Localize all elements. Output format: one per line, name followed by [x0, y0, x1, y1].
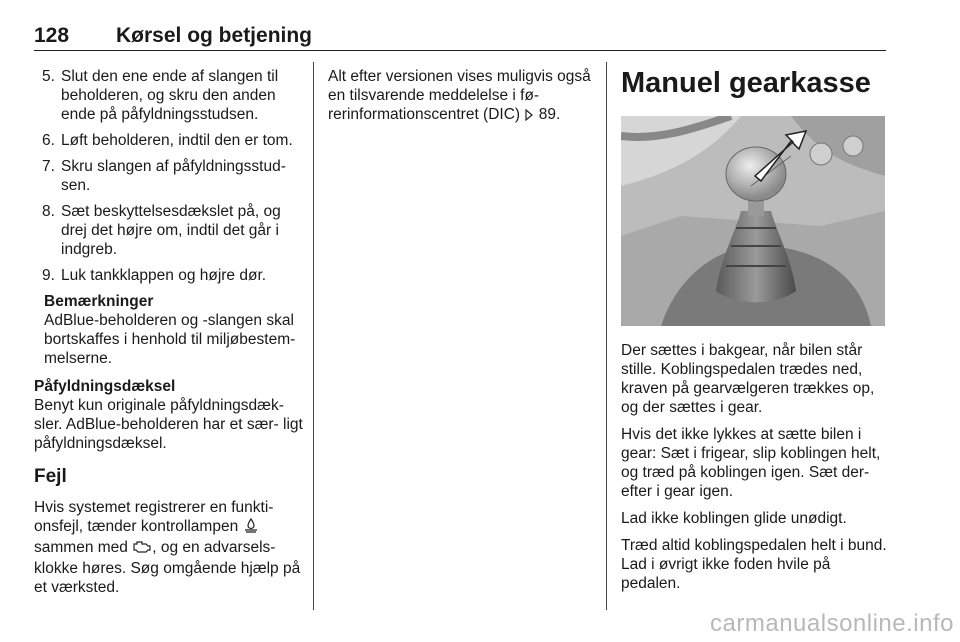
- list-item: 5. Slut den ene ende af slangen til beholderen, og skru den anden ende på påfyldningsstudsen.: [42, 68, 279, 123]
- section-heading: Manuel gearkasse: [621, 67, 871, 99]
- fault-text: Hvis systemet registrerer en funkti‐ onsfejl, tænder kontrollampen sammen med , og en advarsels‐ klokke høres. Søg omgående hjælp på et værksted.: [34, 499, 301, 596]
- fault-heading: Fejl: [34, 466, 67, 487]
- dic-text: Alt efter versionen vises muligvis også en tilsvarende meddelelse i fø‐ rerinformationscentret (DIC) 89.: [328, 67, 598, 126]
- note-text: AdBlue-beholderen og -slangen skal bortskaffes i henhold til miljøbestem‐ melserne.: [44, 312, 296, 367]
- adblue-warning-icon: [243, 517, 259, 538]
- chapter-title: Kørsel og betjening: [116, 24, 313, 47]
- right-column-body: [621, 341, 889, 601]
- page-number: 128: [34, 24, 70, 47]
- engine-check-icon: [132, 539, 152, 559]
- list-item: 9. Luk tankklappen og højre dør.: [42, 267, 267, 284]
- cap-text: Benyt kun originale påfyldningsdæk‐ sler. AdBlue-beholderen har et sær‐ ligt påfyldningsdæksel.: [34, 397, 303, 452]
- paragraph: Træd altid koblingspedalen helt i bund. Lad i øvrigt ikke foden hvile på pedalen.: [621, 537, 887, 592]
- note-title: Bemærkninger: [44, 293, 154, 310]
- middle-column: [328, 67, 598, 134]
- step-list: [34, 67, 304, 285]
- note-box: [34, 292, 304, 368]
- paragraph: Hvis det ikke lykkes at sætte bilen i gear: Sæt i frigear, slip koblingen helt, og træd på koblingen igen. Sæt der‐ efter i gear igen.: [621, 426, 881, 500]
- column-divider-2: [606, 62, 607, 610]
- paragraph: Der sættes i bakgear, når bilen står stille. Koblingspedalen trædes ned, kraven på gearvælgeren trækkes op, og der sættes i gear.: [621, 342, 875, 416]
- cap-heading: Påfyldningsdæksel: [34, 378, 176, 395]
- right-column: [621, 64, 887, 100]
- list-item: 7. Skru slangen af påfyldningsstud‐ sen.: [42, 158, 286, 194]
- gear-shift-photo: [621, 116, 885, 326]
- watermark: carmanualsonline.info: [710, 610, 954, 637]
- page-header: [34, 22, 886, 51]
- page-reference-icon: [524, 107, 534, 126]
- column-divider-1: [313, 62, 314, 610]
- list-item: 8. Sæt beskyttelsesdækslet på, og drej det højre om, indtil det går i indgreb.: [42, 203, 281, 258]
- left-column: [34, 67, 304, 605]
- list-item: 6. Løft beholderen, indtil den er tom.: [42, 132, 293, 149]
- paragraph: Lad ikke koblingen glide unødigt.: [621, 510, 847, 527]
